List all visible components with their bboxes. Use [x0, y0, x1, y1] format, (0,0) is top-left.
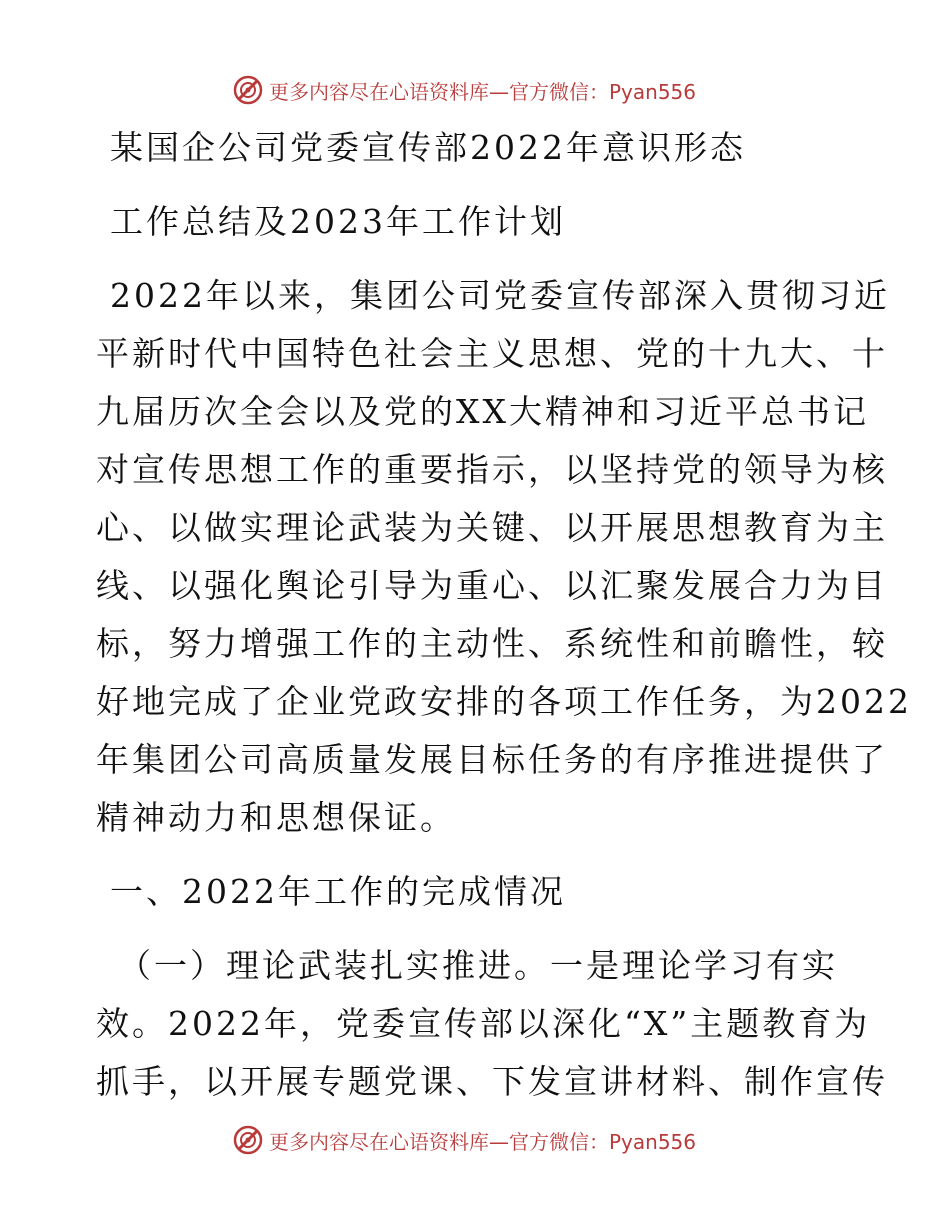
paragraph-line: 年集团公司高质量发展目标任务的有序推进提供了 [96, 740, 888, 779]
document-title-line-1: 某国企公司党委宣传部2022年意识形态 [110, 128, 746, 167]
paragraph-line: 效。2022年，党委宣传部以深化“X”主题教育为 [96, 1004, 871, 1043]
paragraph-line: 线、以强化舆论引导为重心、以汇聚发展合力为目 [96, 566, 888, 605]
paragraph-line: 精神动力和思想保证。 [96, 798, 456, 837]
paragraph-line: 对宣传思想工作的重要指示，以坚持党的领导为核 [96, 450, 888, 489]
section-heading: 一、2022年工作的完成情况 [110, 872, 566, 911]
stamp-logo-icon [233, 75, 263, 105]
watermark-text: 更多内容尽在心语资料库—官方微信：Pyan556 [269, 1129, 697, 1154]
paragraph-line: 心、以做实理论武装为关键、以开展思想教育为主 [96, 508, 888, 547]
paragraph-line: 九届历次全会以及党的XX大精神和习近平总书记 [96, 392, 869, 431]
watermark-banner-bottom [233, 1123, 696, 1157]
paragraph-line: 平新时代中国特色社会主义思想、党的十九大、十 [96, 334, 888, 373]
watermark-text: 更多内容尽在心语资料库—官方微信：Pyan556 [269, 79, 697, 104]
paragraph-line: 好地完成了企业党政安排的各项工作任务，为2022 [96, 682, 912, 721]
paragraph-line: 2022年以来，集团公司党委宣传部深入贯彻习近 [110, 276, 890, 315]
document-title-line-2: 工作总结及2023年工作计划 [110, 202, 566, 241]
stamp-logo-icon [233, 1125, 263, 1155]
paragraph-line: 标，努力增强工作的主动性、系统性和前瞻性，较 [96, 624, 888, 663]
watermark-banner-top [233, 73, 696, 107]
paragraph-line: （一）理论武装扎实推进。一是理论学习有实 [118, 946, 838, 985]
paragraph-line: 抓手，以开展专题党课、下发宣讲材料、制作宣传 [96, 1062, 888, 1101]
